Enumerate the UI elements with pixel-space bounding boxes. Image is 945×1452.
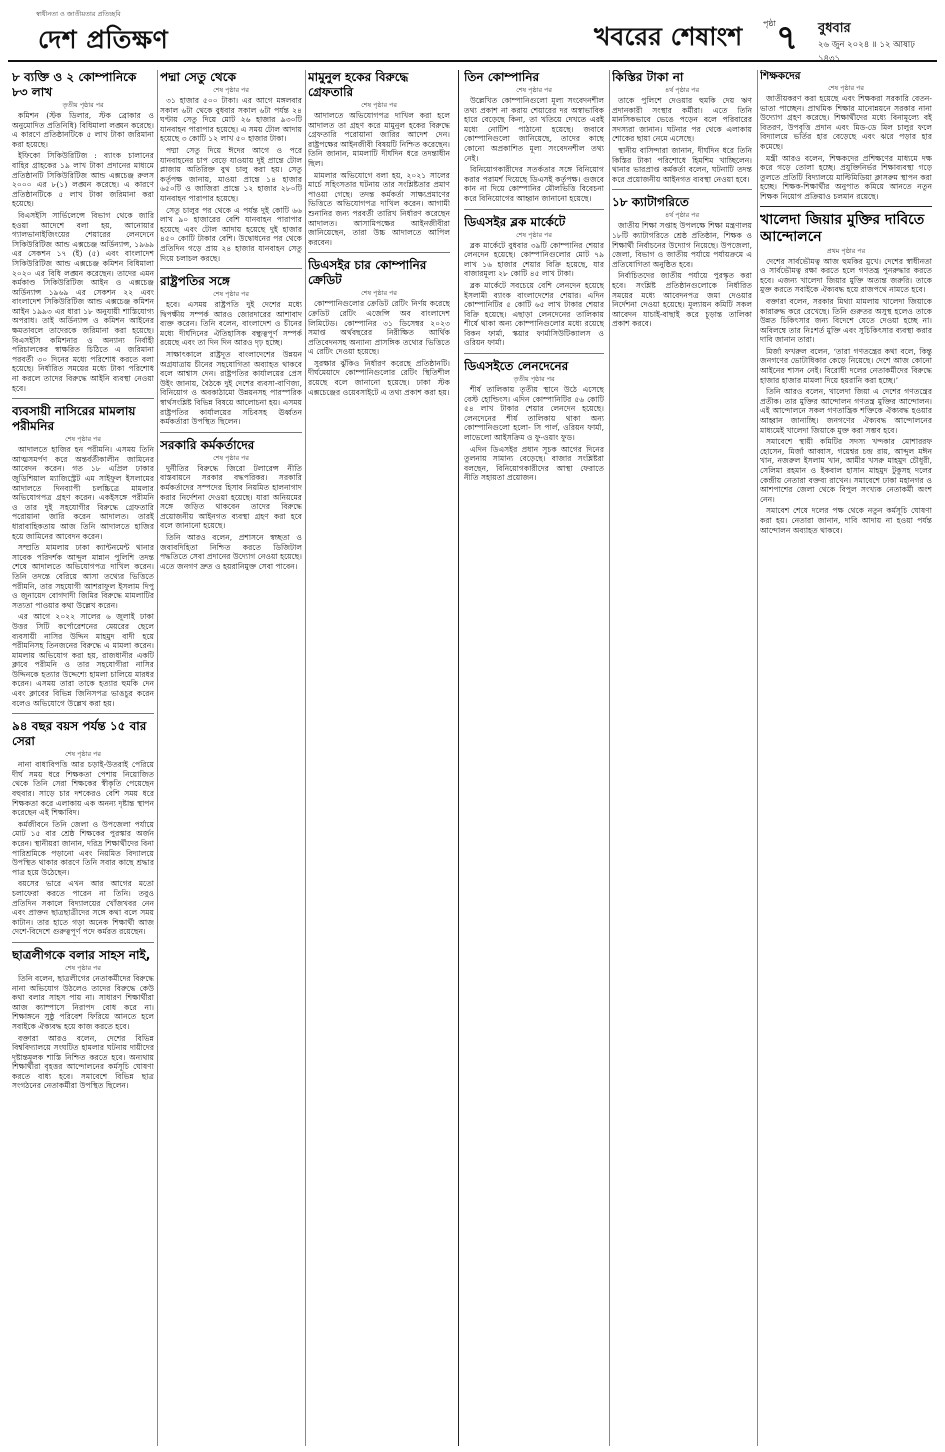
article-6 xyxy=(160,274,302,427)
column-6 xyxy=(760,70,932,1448)
article-continued: শেষ পৃষ্ঠার পর xyxy=(213,453,249,462)
article-continued: শেষ পৃষ্ঠার পর xyxy=(516,230,552,239)
article-headline: ডিএসইতে লেনদেনের xyxy=(464,359,569,374)
article-headline: ব্যবসায়ী নাসিরের মামলায় পরীমনির xyxy=(12,404,136,434)
article-headline: রাষ্ট্রপতির সঙ্গে xyxy=(160,274,230,289)
article-paragraph: সম্প্রতি মামলায় ঢাকা ক্যান্টনমেন্ট থানার সাবেক পরিদর্শক আব্দুল মান্নান পুলিশি তদন্ত শেষে আদালতে অভিযোগপত্র দাখিল করেন। তিনি তদন্তে বেরিয়ে আসা তথ্যের ভিত্তিতে পরীমনি, তার সহযোগী আশরাফুল ইসলাম দিপু ও জুনায়েদ বোগদাদী জিমির বিরুদ্ধে মামলাটির সত্যতা পাওয়ার কথা উল্লেখ করেন। xyxy=(12,543,154,610)
article-headline: মামুনুল হকের বিরুদ্ধে গ্রেফতারি xyxy=(308,70,409,99)
article-divider xyxy=(12,942,154,943)
article-continued: শেষ পৃষ্ঠার পর xyxy=(213,86,249,94)
article-continued: শেষ পৃষ্ঠার পর xyxy=(361,289,397,298)
article-divider xyxy=(160,268,302,269)
article-paragraph: মির্জা ফখরুল বলেন, ‘তারা গণতন্ত্রের কথা বলে, কিন্তু জনগণের ভোটাধিকার কেড়ে নিয়েছে। দেশে আজ কোনো আইনের শাসন নেই। বিরোধী দলের নেতাকর্মীদের বিরুদ্ধে হাজার হাজার মামলা দিয়ে হয়রানি করা হচ্ছে।’ xyxy=(760,346,932,385)
column-divider xyxy=(609,70,610,1446)
column-divider xyxy=(157,70,158,1446)
article-paragraph: আদালতে অভিযোগপত্র দাখিল করা হলে আদালত তা গ্রহণ করে মামুনুল হকের বিরুদ্ধে গ্রেফতারি পরোয়ানা জারির আদেশ দেন। রাষ্ট্রপক্ষের আইনজীবী বিষয়টি নিশ্চিত করেছেন। তিনি জানান, মামলাটি দীর্ঘদিন ধরে তদন্তাধীন ছিল। xyxy=(308,111,450,168)
article-headline: খালেদা জিয়ার মুক্তির দাবিতে আন্দোলনে xyxy=(760,211,925,245)
article-paragraph: বয়সের ভারে এখন আর আগের মতো চলাফেরা করতে পারেন না তিনি। তবুও প্রতিদিন সকালে বিদ্যালয়ের খোঁজখবর নেন এবং প্রাক্তন ছাত্রছাত্রীদের সঙ্গে কথা বলে সময় কাটান। তার হাতে গড়া অনেক শিক্ষার্থী আজ দেশে-বিদেশে গুরুত্বপূর্ণ পদে কর্মরত রয়েছেন। xyxy=(12,879,154,937)
article-paragraph: হবে। এসময় রাষ্ট্রপতি দুই দেশের মধ্যে দ্বিপক্ষীয় সম্পর্ক আরও জোরদারের আশাবাদ ব্যক্ত করেন। তিনি বলেন, বাংলাদেশ ও চীনের মধ্যে দীর্ঘদিনের ঐতিহাসিক বন্ধুত্বপূর্ণ সম্পর্ক রয়েছে এবং তা দিন দিন আরও দৃঢ় হচ্ছে। xyxy=(160,300,302,348)
article-continued: শেষ পৃষ্ঠার পর xyxy=(828,84,864,92)
article-4 xyxy=(12,948,154,1091)
issue-day: বুধবার xyxy=(818,21,851,36)
page-number-box xyxy=(763,14,813,58)
article-paragraph: বক্তারা বলেন, সরকার মিথ্যা মামলায় খালেদা জিয়াকে কারারুদ্ধ করে রেখেছে। তিনি গুরুতর অসুস্থ হলেও তাকে উন্নত চিকিৎসার জন্য বিদেশে যেতে দেওয়া হচ্ছে না। অবিলম্বে তার নিঃশর্ত মুক্তি এবং সুচিকিৎসার ব্যবস্থা করার দাবি জানান তারা। xyxy=(760,296,932,345)
article-16 xyxy=(760,212,932,536)
article-11 xyxy=(464,215,604,349)
article-paragraph: বক্তারা আরও বলেন, দেশের বিভিন্ন বিশ্ববিদ্যালয়ে সংঘটিত হামলার ঘটনায় দায়ীদের দৃষ্টান্তমূলক শাস্তি নিশ্চিত করতে হবে। অন্যথায় শিক্ষার্থীরা বৃহত্তর আন্দোলনের কর্মসূচি ঘোষণা করতে বাধ্য হবে। সমাবেশে বিভিন্ন ছাত্র সংগঠনের নেতাকর্মীরা উপস্থিত ছিলেন। xyxy=(12,1033,154,1091)
masthead-tagline: স্বাধীনতা ও জাতীয়তার প্রতিচ্ছবি xyxy=(36,10,121,18)
article-8 xyxy=(308,70,450,247)
article-paragraph: শীর্ষ তালিকায় তৃতীয় স্থানে উঠে এসেছে বেস্ট হোল্ডিংস। এদিন কোম্পানিটির ৫৬ কোটি ৫৪ লাখ টাকার শেয়ার লেনদেন হয়েছে। লেনদেনের শীর্ষ তালিকায় থাকা অন্য কোম্পানিগুলো হলো- সি পার্ল, ওরিয়ন ফার্মা, লাভেলো আইসক্রিম ও ফু-ওয়াং ফুড। xyxy=(464,385,604,443)
article-divider xyxy=(12,398,154,399)
article-paragraph: সুরক্ষার ঝুঁকিও নির্ধারণ করেছে প্রতিষ্ঠানটি। দীর্ঘমেয়াদে কোম্পানিগুলোর রেটিং স্থিতিশীল রয়েছে বলে জানানো হয়েছে। ঢাকা স্টক এক্সচেঞ্জের ওয়েবসাইটে এ তথ্য প্রকাশ করা হয়। xyxy=(308,358,450,397)
article-divider xyxy=(308,252,450,253)
article-headline: ১৮ ক্যাটাগরিতে xyxy=(612,195,689,210)
article-9 xyxy=(308,258,450,397)
article-paragraph: উল্লেখিত কোম্পানিগুলো মূল্য সংবেদনশীল তথ্য প্রকাশ না করায় শেয়ারের দর অস্বাভাবিক হারে বেড়েছে কিনা, তা খতিয়ে দেখতে এরই মধ্যে নোটিশ পাঠানো হয়েছে। জবাবে কোম্পানিগুলো জানিয়েছে, তাদের কাছে কোনো অপ্রকাশিত মূল্য সংবেদনশীল তথ্য নেই। xyxy=(464,96,604,163)
article-paragraph: ইফিকো সিকিউরিটিজ : ব্যাংক চালানের বাহির গ্রাহকের ১৯ লাখ টাকা প্রদানের মাধ্যমে প্রতিষ্ঠানটি সিকিউরিটিজ আন্ড এক্সচেঞ্জ রুলস ২০০০ এর ৮(১) লঙ্ঘন করেছে। এ কারণে প্রতিষ্ঠানটিকে ৫ লাখ টাকা জরিমানা করা হয়েছে। xyxy=(12,151,154,209)
article-divider xyxy=(464,353,604,354)
column-5 xyxy=(612,70,752,1448)
article-3 xyxy=(12,719,154,937)
article-paragraph: তাকে পুলিশে দেওয়ার হুমকি দেয় ঋণ প্রদানকারী সংস্থার কর্মীরা। এতে তিনি মানসিকভাবে ভেঙে পড়েন বলে পরিবারের সদস্যরা জানান। ঘটনার পর থেকে এলাকায় শোকের ছায়া নেমে এসেছে। xyxy=(612,96,752,144)
article-headline: ৯৪ বছর বয়স পর্যন্ত ১৫ বার সেরা xyxy=(12,719,147,749)
article-continued: শেষ পৃষ্ঠার পর xyxy=(65,750,101,759)
article-continued: শেষ পৃষ্ঠার পর xyxy=(516,86,552,94)
article-headline: তিন কোম্পানির xyxy=(464,70,540,84)
article-headline: ৮ ব্যক্তি ও ২ কোম্পানিকে ৮৩ লাখ xyxy=(12,70,137,99)
article-continued: শেষ পৃষ্ঠার পর xyxy=(213,290,249,299)
article-continued: তৃতীয় পৃষ্ঠার পর xyxy=(513,375,555,384)
paper-logo: দেশ প্রতিক্ষণ xyxy=(38,25,169,54)
article-paragraph: ৩১ হাজার ৫০০ টাকা। এর আগে মঙ্গলবার সকাল ৬টা থেকে বুধবার সকাল ৬টা পর্যন্ত ২৪ ঘণ্টায় সেতু দিয়ে মোট ২৬ হাজার ৯৩০টি যানবাহন পারাপার হয়েছে। এ সময় টোল আদায় হয়েছে ৩ কোটি ১২ লাখ ৫০ হাজার টাকা। xyxy=(160,96,302,144)
article-paragraph: সমাবেশে স্থায়ী কমিটির সদস্য খন্দকার মোশাররফ হোসেন, মির্জা আব্বাস, গয়েশ্বর চন্দ্র রায়, আব্দুল মঈন খান, নজরুল ইসলাম খান, আমীর খসরু মাহমুদ চৌধুরী, সেলিমা রহমান ও ইকবাল হাসান মাহমুদ টুকুসহ দলের কেন্দ্রীয় নেতারা বক্তব্য রাখেন। সমাবেশে ঢাকা মহানগর ও আশপাশের জেলা থেকে বিপুল সংখ্যক নেতাকর্মী অংশ নেন। xyxy=(760,437,932,504)
column-3 xyxy=(308,70,450,1448)
article-headline: শিক্ষকদের xyxy=(760,70,801,82)
article-paragraph: ব্লক মার্কেটে সবচেয়ে বেশি লেনদেন হয়েছে ইসলামী ব্যাংক বাংলাদেশের শেয়ার। এদিন কোম্পানিটির ৫ কোটি ৬৫ লাখ টাকার শেয়ার বিক্রি হয়েছে। এছাড়া লেনদেনের তালিকায় শীর্ষে থাকা অন্য কোম্পানিগুলোর মধ্যে রয়েছে বিকন ফার্মা, স্কয়ার ফার্মাসিউটিক্যালস ও ওরিয়ন ফার্মা। xyxy=(464,280,604,348)
article-paragraph: বিএসইসি সার্ভিলেন্সে বিভাগ থেকে জারি হওয়া আদেশে বলা হয়, আনোয়ার গ্যালভানাইজিংয়ের শেয়ারের লেনদেনে সিকিউরিটিজ আন্ড এক্সচেঞ্জ অর্ডিন্যান্স, ১৯৬৯ এর সেকশন ১৭ (ই) (৫) এবং বাংলাদেশ সিকিউরিটিজ আন্ড এক্সচেঞ্জ কমিশন বিধিমালা ২০২০ এর বিধি লঙ্ঘন করেছেন। তাদের এমন কর্মকাণ্ড সিকিউরিটিজ আইন ও এক্সচেঞ্জ অর্ডিন্যান্স ১৯৬৯ এর সেকশন ২২ এবং বাংলাদেশ সিকিউরিটিজ আন্ড এক্সচেঞ্জ কমিশন আইন ১৯৯৩ এর ধারা ১৮ অনুযায়ী শাস্তিযোগ্য অপরাধ। তাই অর্ডিন্যান্স ও কমিশন আইনের ক্ষমতাবলে তাদেরকে জরিমানা করা হয়েছে। বিএসইসি কমিশনার ও অন্যান্য নির্বাহী পরিচালকের স্বাক্ষরিত চিঠিতে এ জরিমানা পরবর্তী ৩০ দিনের মধ্যে পরিশোধ করতে বলা হয়েছে। নির্ধারিত সময়ের মধ্যে টাকা পরিশোধ না করলে তাদের বিরুদ্ধে আইনি ব্যবস্থা নেওয়া হবে। xyxy=(12,210,154,393)
column-4 xyxy=(464,70,604,1448)
article-headline: ছাত্রলীগকে বলার সাহস নাই, xyxy=(12,947,151,962)
article-paragraph: সাক্ষাৎকালে রাষ্ট্রদূত বাংলাদেশের উন্নয়ন অগ্রযাত্রায় চীনের সহযোগিতা অব্যাহত থাকবে বলে আশ্বাস দেন। রাষ্ট্রপতির কার্যালয়ের প্রেস উইং জানায়, বৈঠকে দুই দেশের ব্যবসা-বাণিজ্য, বিনিয়োগ ও অবকাঠামো উন্নয়নসহ পারস্পরিক স্বার্থসংশ্লিষ্ট বিভিন্ন বিষয়ে আলোচনা হয়। এসময় রাষ্ট্রপতির কার্যালয়ের সচিবসহ ঊর্ধ্বতন কর্মকর্তারা উপস্থিত ছিলেন। xyxy=(160,350,302,427)
page-label: পৃষ্ঠা xyxy=(763,19,776,28)
column-1 xyxy=(12,70,154,1448)
article-paragraph: মন্ত্রী আরও বলেন, শিক্ষকদের প্রশিক্ষণের মাধ্যমে দক্ষ করে গড়ে তোলা হচ্ছে। প্রযুক্তিনির্ভর শিক্ষাব্যবস্থা গড়ে তুলতে প্রতিটি বিদ্যালয়ে মাল্টিমিডিয়া ক্লাসরুম স্থাপন করা হচ্ছে। শিক্ষক-শিক্ষার্থীর অনুপাত কমিয়ে আনতে নতুন শিক্ষক নিয়োগ প্রক্রিয়াও চলমান রয়েছে। xyxy=(760,153,932,201)
article-15 xyxy=(760,70,932,202)
article-paragraph: নানা বাধাবিপত্তি আর চড়াই-উতরাই পেরিয়ে দীর্ঘ সময় ধরে শিক্ষকতা পেশায় নিয়োজিত থেকে তিনি সেরা শিক্ষকের স্বীকৃতি পেয়েছেন বহুবার। সাড়ে চার দশকেরও বেশি সময় ধরে শিক্ষকতা করে এলাকায় এক অনন্য দৃষ্টান্ত স্থাপন করেছেন এই শিক্ষাবিদ। xyxy=(12,760,154,818)
article-continued: তৃতীয় পৃষ্ঠার পর xyxy=(62,101,104,109)
article-paragraph: স্থানীয় বাসিন্দারা জানান, দীর্ঘদিন ধরে তিনি কিস্তির টাকা পরিশোধে হিমশিম খাচ্ছিলেন। থানার ভারপ্রাপ্ত কর্মকর্তা বলেন, ঘটনাটি তদন্ত করে প্রয়োজনীয় আইনগত ব্যবস্থা নেওয়া হবে। xyxy=(612,145,752,184)
article-paragraph: জাতীয় শিক্ষা সপ্তাহ উপলক্ষে শিক্ষা মন্ত্রণালয় ১৮টি ক্যাটাগরিতে শ্রেষ্ঠ প্রতিষ্ঠান, শিক্ষক ও শিক্ষার্থী নির্বাচনের উদ্যোগ নিয়েছে। উপজেলা, জেলা, বিভাগ ও জাতীয় পর্যায়ে পর্যায়ক্রমে এ প্রতিযোগিতা অনুষ্ঠিত হবে। xyxy=(612,221,752,269)
article-14 xyxy=(612,195,752,329)
article-paragraph: পদ্মা সেতু দিয়ে ঈদের আগে ও পরে যানবাহনের চাপ বেড়ে যাওয়ায় দুই প্রান্তে টোল প্লাজায় অতিরিক্ত বুথ চালু করা হয়। সেতু কর্তৃপক্ষ জানায়, মাওয়া প্রান্তে ১৪ হাজার ৬৫০টি ও জাজিরা প্রান্তে ১২ হাজার ২৮০টি যানবাহন পারাপার হয়েছে। xyxy=(160,145,302,203)
article-divider xyxy=(464,209,604,210)
page-number: ৭ xyxy=(776,18,799,58)
article-12 xyxy=(464,359,604,483)
article-paragraph: এর আগে ২০২২ সালের ৬ জুলাই ঢাকা উত্তর সিটি কর্পোরেশনের মেয়রের ছেলে ব্যবসায়ী নাসির উদ্দিন মাহমুদ বাদী হয়ে পরীমনিসহ তিনজনের বিরুদ্ধে এ মামলা করেন। মামলায় অভিযোগ করা হয়, রাজধানীর একটি ক্লাবে পরীমনি ও তার সহযোগীরা নাসির উদ্দিনকে হত্যার উদ্দেশ্যে হামলা চালিয়ে মারধর করেন। এসময় তারা তাকে হত্যার হুমকি দেন এবং ক্লাবের বিভিন্ন জিনিসপত্র ভাঙচুর করেন বলেও অভিযোগে উল্লেখ করা হয়। xyxy=(12,612,154,708)
article-paragraph: মামলার অভিযোগে বলা হয়, ২০২১ সালের মার্চে সহিংসতার ঘটনায় তার সংশ্লিষ্টতার প্রমাণ পাওয়া গেছে। তদন্ত কর্মকর্তা সাক্ষ্যপ্রমাণের ভিত্তিতে অভিযোগপত্র দাখিল করেন। আগামী শুনানির জন্য পরবর্তী তারিখ নির্ধারণ করেছেন আদালত। আসামিপক্ষের আইনজীবীরা জানিয়েছেন, তারা উচ্চ আদালতে আপিল করবেন। xyxy=(308,170,450,247)
article-paragraph: জাতীয়করণ করা হয়েছে এবং শিক্ষকরা সরকারি বেতন-ভাতা পাচ্ছেন। প্রাথমিক শিক্ষার মানোন্নয়নে সরকার নানা উদ্যোগ গ্রহণ করেছে। শিক্ষার্থীদের মধ্যে বিনামূল্যে বই বিতরণ, উপবৃত্তি প্রদান এবং মিড-ডে মিল চালুর ফলে বিদ্যালয়ে ভর্তির হার বেড়েছে এবং ঝরে পড়ার হার কমেছে। xyxy=(760,94,932,151)
article-paragraph: এদিন ডিএসইর প্রধান সূচক আগের দিনের তুলনায় সামান্য বেড়েছে। বাজার সংশ্লিষ্টরা বলছেন, বিনিয়োগকারীদের আস্থা ফেরাতে নীতি সহায়তা প্রয়োজন। xyxy=(464,444,604,483)
column-divider xyxy=(458,70,459,1446)
article-headline: সরকারি কর্মকর্তাদের xyxy=(160,437,255,452)
article-continued: ৪র্থ পৃষ্ঠার পর xyxy=(664,86,700,94)
article-headline: ডিএসইর ব্লক মার্কেটে xyxy=(464,214,566,229)
article-headline: পদ্মা সেতু থেকে xyxy=(160,70,237,84)
article-paragraph: আদালতে হাজির হন পরীমনি। এসময় তিনি আত্মসমর্পণ করে অন্তর্বর্তীকালীন জামিনের আবেদন করেন। গত ১৮ এপ্রিল ঢাকার জুডিশিয়াল ম্যাজিস্ট্রেট এম সাইফুল ইসলামের আদালতে দিনব্যাপী চলচ্চিত্রে মামলার অভিযোগপত্র গ্রহণ করেন। একইসঙ্গে পরীমনি ও তার দুই সহযোগীর বিরুদ্ধে গ্রেফতারি পরোয়ানা জারি করেন আদালত। তারই ধারাবাহিকতায় আজ তিনি আদালতে হাজির হয়ে জামিনের আবেদন করেন। xyxy=(12,445,154,541)
article-paragraph: ব্লক মার্কেটে বুধবার ৩৯টি কোম্পানির শেয়ার লেনদেন হয়েছে। কোম্পানিগুলোর মোট ৭৯ লাখ ১৬ হাজার শেয়ার বিক্রি হয়েছে, যার বাজারমূল্য ২৮ কোটি ৪৫ লাখ টাকা। xyxy=(464,240,604,279)
section-title: খবরের শেষাংশ xyxy=(594,22,743,51)
article-paragraph: তিনি বলেন, ছাত্রলীগের নেতাকর্মীদের বিরুদ্ধে নানা অভিযোগ উঠলেও তাদের বিরুদ্ধে কেউ কথা বলার সাহস পায় না। সাধারণ শিক্ষার্থীরা আজ ক্যাম্পাসে নিরাপদ বোধ করে না। শিক্ষাঙ্গনে সুষ্ঠু পরিবেশ ফিরিয়ে আনতে হলে সবাইকে ঐক্যবদ্ধ হয়ে কাজ করতে হবে। xyxy=(12,973,154,1031)
article-10 xyxy=(464,70,604,204)
article-continued: শেষ পৃষ্ঠার পর xyxy=(65,963,101,972)
article-13 xyxy=(612,70,752,184)
column-2 xyxy=(160,70,302,1448)
article-divider xyxy=(12,713,154,714)
article-paragraph: কর্মজীবনে তিনি জেলা ও উপজেলা পর্যায়ে মোট ১৫ বার শ্রেষ্ঠ শিক্ষকের পুরস্কার অর্জন করেন। স্থানীয়রা জানান, দরিদ্র শিক্ষার্থীদের বিনা পারিশ্রমিকে পড়ানো এবং নিয়মিত বিদ্যালয়ে উপস্থিত থাকার কারণে তিনি সবার কাছে শ্রদ্ধার পাত্র হয়ে উঠেছেন। xyxy=(12,819,154,877)
article-paragraph: নির্বাচিতদের জাতীয় পর্যায়ে পুরস্কৃত করা হবে। সংশ্লিষ্ট প্রতিষ্ঠানগুলোকে নির্ধারিত সময়ের মধ্যে আবেদনপত্র জমা দেওয়ার নির্দেশনা দেওয়া হয়েছে। মূল্যায়ন কমিটি সকল আবেদন যাচাই-বাছাই করে চূড়ান্ত তালিকা প্রকাশ করবে। xyxy=(612,271,752,329)
article-divider xyxy=(612,189,752,190)
article-continued: প্রথম পৃষ্ঠার পর xyxy=(826,246,866,255)
column-divider xyxy=(757,70,758,1446)
article-divider xyxy=(160,432,302,433)
article-divider xyxy=(760,206,932,207)
article-paragraph: তিনি আরও বলেন, প্রশাসনে স্বচ্ছতা ও জবাবদিহিতা নিশ্চিত করতে ডিজিটাল পদ্ধতিতে সেবা প্রদানের উদ্যোগ নেওয়া হয়েছে। এতে জনগণ দ্রুত ও হয়রানিমুক্ত সেবা পাবেন। xyxy=(160,532,302,571)
article-paragraph: তিনি আরও বলেন, খালেদা জিয়া এ দেশের গণতন্ত্রের প্রতীক। তার মুক্তির আন্দোলন গণতন্ত্র মুক্তির আন্দোলন। এই আন্দোলনে সকল গণতান্ত্রিক শক্তিকে ঐক্যবদ্ধ হওয়ার আহ্বান জানাচ্ছি। জনগণের ঐক্যবদ্ধ আন্দোলনের মাধ্যমেই খালেদা জিয়াকে মুক্ত করা সম্ভব হবে। xyxy=(760,387,932,435)
issue-date: ২৬ জুন ২০২৪ ॥ ১২ আষাঢ় ১৪৩১ xyxy=(818,40,915,64)
article-paragraph: কোম্পানিগুলোর ক্রেডিট রেটিং নির্ণয় করেছে ক্রেডিট রেটিং এজেন্সি অব বাংলাদেশ লিমিটেড। কোম্পানির ৩১ ডিসেম্বর ২০২৩ সমাপ্ত অর্থবছরের নিরীক্ষিত আর্থিক প্রতিবেদনসহ অন্যান্য প্রাসঙ্গিক তথ্যের ভিত্তিতে এ রেটিং দেওয়া হয়েছে। xyxy=(308,299,450,357)
article-headline: কিস্তির টাকা না xyxy=(612,70,684,84)
article-paragraph: দুর্নীতির বিরুদ্ধে জিরো টলারেন্স নীতি বাস্তবায়নে সরকার বদ্ধপরিকর। সরকারি কর্মকর্তাদের সম্পদের হিসাব নিয়মিত হালনাগাদ করার নির্দেশনা দেওয়া হয়েছে। যারা অনিয়মের সঙ্গে জড়িত থাকবেন তাদের বিরুদ্ধে প্রয়োজনীয় আইনগত ব্যবস্থা গ্রহণ করা হবে বলে জানানো হয়েছে। xyxy=(160,463,302,531)
masthead xyxy=(8,0,937,64)
masthead-rule xyxy=(8,60,937,62)
article-paragraph: কমিশন (স্টক ডিলার, স্টক ব্রোকার ও অনুমোদিত প্রতিনিধি) বিধিমালা লঙ্ঘন করেছে। এ কারণে প্রতিষ্ঠানটিকে ৫ লাখ টাকা জরিমানা করা হয়েছে। xyxy=(12,111,154,149)
article-paragraph: বিনিয়োগকারীদের সতর্কতার সঙ্গে বিনিয়োগ করার পরামর্শ দিয়েছে ডিএসই কর্তৃপক্ষ। গুজবে কান না দিয়ে কোম্পানির মৌলভিত্তি বিবেচনা করে বিনিয়োগের আহ্বান জানানো হয়েছে। xyxy=(464,165,604,203)
article-headline: ডিএসইর চার কোম্পানির ক্রেডিট xyxy=(308,258,427,288)
article-5 xyxy=(160,70,302,263)
article-1 xyxy=(12,70,154,393)
article-paragraph: দেশের সার্বভৌমত্ব আজ হুমকির মুখে। দেশের স্বাধীনতা ও সার্বভৌমত্ব রক্ষা করতে হলে গণতন্ত্র পুনরুদ্ধার করতে হবে। এজন্য খালেদা জিয়ার মুক্তি অত্যন্ত জরুরি। তাকে মুক্ত করতে সবাইকে ঐক্যবদ্ধ হয়ে রাজপথে নামতে হবে। xyxy=(760,256,932,295)
article-continued: শেষ পৃষ্ঠার পর xyxy=(65,435,101,444)
column-divider xyxy=(305,70,306,1446)
article-paragraph: সেতু চালুর পর থেকে এ পর্যন্ত দুই কোটি ৬৬ লাখ ৯০ হাজারের বেশি যানবাহন পারাপার হয়েছে এবং টোল আদায় হয়েছে দুই হাজার ৪৫০ কোটি টাকার বেশি। উদ্বোধনের পর থেকে প্রতিদিন গড়ে প্রায় ২৪ হাজার যানবাহন সেতু দিয়ে চলাচল করছে। xyxy=(160,205,302,263)
article-2 xyxy=(12,404,154,708)
article-paragraph: সমাবেশ শেষে দলের পক্ষ থেকে নতুন কর্মসূচি ঘোষণা করা হয়। নেতারা জানান, দাবি আদায় না হওয়া পর্যন্ত আন্দোলন অব্যাহত থাকবে। xyxy=(760,506,932,535)
article-7 xyxy=(160,438,302,572)
article-continued: ৪র্থ পৃষ্ঠার পর xyxy=(664,211,700,220)
article-continued: শেষ পৃষ্ঠার পর xyxy=(361,101,397,109)
